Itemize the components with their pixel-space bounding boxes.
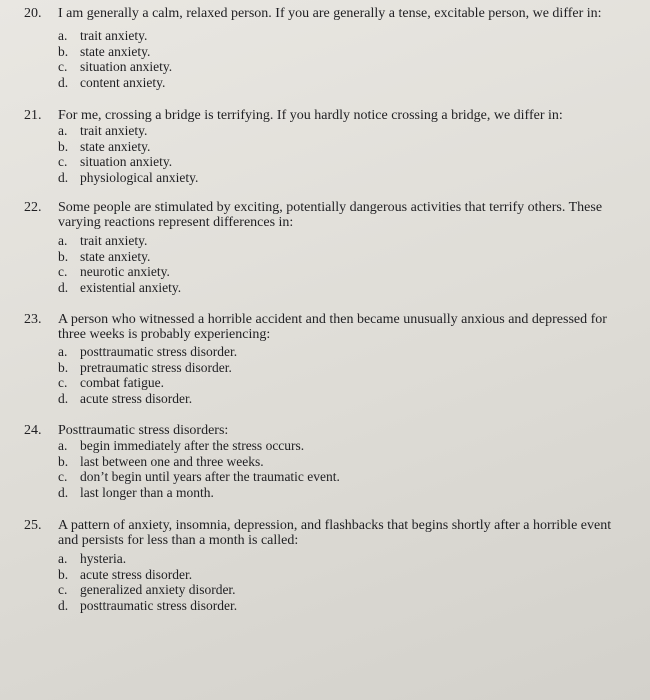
option-letter: b. [58, 359, 69, 375]
option-letter: d. [58, 74, 69, 90]
option-letter: d. [58, 390, 69, 406]
option-letter: c. [58, 154, 68, 169]
option-letter: c. [58, 59, 68, 74]
option-list [58, 551, 237, 613]
option-b [58, 360, 237, 376]
option-text: situation anxiety. [80, 59, 173, 74]
option-a [58, 438, 340, 454]
option-c [58, 264, 181, 280]
option-text: don’t begin until years after the traumatic event. [80, 469, 340, 484]
question-number: 20. [24, 6, 42, 21]
option-text: content anxiety. [80, 74, 166, 90]
option-text: existential anxiety. [80, 279, 182, 295]
option-b [58, 454, 340, 470]
option-c [58, 59, 172, 75]
option-text: begin immediately after the stress occurs. [80, 438, 305, 453]
option-letter: d. [58, 597, 69, 613]
option-letter: c. [58, 469, 68, 484]
option-d [58, 280, 181, 296]
option-a [58, 28, 172, 44]
option-text: physiological anxiety. [80, 169, 199, 185]
option-d [58, 391, 237, 407]
option-text: last between one and three weeks. [80, 453, 264, 469]
option-text: combat fatigue. [80, 375, 164, 390]
option-letter: c. [58, 375, 68, 390]
option-text: situation anxiety. [80, 154, 173, 169]
question-stem: I am generally a calm, relaxed person. If you are generally a tense, excitable person, we differ in: [58, 6, 602, 21]
option-c [58, 375, 237, 391]
question-number: 24. [24, 423, 42, 438]
question-stem: A pattern of anxiety, insomnia, depression, and flashbacks that begins shortly after a horrible event and persists for less than a month is called: [58, 518, 612, 548]
option-b [58, 139, 198, 155]
option-letter: b. [58, 566, 69, 582]
option-a [58, 551, 237, 567]
option-letter: b. [58, 138, 69, 154]
option-list [58, 123, 198, 185]
option-text: state anxiety. [80, 43, 151, 59]
option-text: neurotic anxiety. [80, 264, 170, 279]
option-text: acute stress disorder. [80, 566, 193, 582]
option-b [58, 249, 181, 265]
option-letter: a. [58, 123, 68, 138]
option-text: acute stress disorder. [80, 390, 193, 406]
option-text: last longer than a month. [80, 484, 214, 500]
option-text: hysteria. [80, 551, 127, 566]
option-text: posttraumatic stress disorder. [80, 344, 238, 359]
option-list [58, 28, 172, 90]
option-c [58, 154, 198, 170]
question-stem: A person who witnessed a horrible accident and then became unusually anxious and depressed for three weeks is probably experiencing: [58, 312, 607, 342]
option-text: state anxiety. [80, 248, 151, 264]
option-letter: c. [58, 264, 68, 279]
option-text: pretraumatic stress disorder. [80, 359, 232, 375]
option-a [58, 123, 198, 139]
option-d [58, 75, 172, 91]
option-a [58, 344, 237, 360]
option-letter: a. [58, 344, 68, 359]
question-number: 25. [24, 518, 42, 533]
option-text: trait anxiety. [80, 233, 148, 248]
option-b [58, 44, 172, 60]
option-text: trait anxiety. [80, 28, 148, 43]
option-letter: a. [58, 438, 68, 453]
option-letter: d. [58, 279, 69, 295]
option-text: posttraumatic stress disorder. [80, 597, 238, 613]
option-list [58, 233, 181, 295]
question-number: 21. [24, 108, 42, 123]
option-letter: b. [58, 43, 69, 59]
question-stem: Some people are stimulated by exciting, potentially dangerous activities that terrify others. These varying reactions represent differences in: [58, 200, 603, 230]
option-letter: a. [58, 551, 68, 566]
option-letter: d. [58, 484, 69, 500]
option-d [58, 598, 237, 614]
question-number: 23. [24, 312, 42, 327]
option-d [58, 170, 198, 186]
option-list [58, 344, 237, 406]
option-a [58, 233, 181, 249]
option-text: trait anxiety. [80, 123, 148, 138]
option-c [58, 582, 237, 598]
option-letter: a. [58, 233, 68, 248]
question-stem: For me, crossing a bridge is terrifying. If you hardly notice crossing a bridge, we differ in: [58, 108, 563, 123]
option-letter: c. [58, 582, 68, 597]
option-text: state anxiety. [80, 138, 151, 154]
question-stem: Posttraumatic stress disorders: [58, 423, 229, 438]
option-b [58, 567, 237, 583]
option-c [58, 469, 340, 485]
option-letter: d. [58, 169, 69, 185]
option-letter: a. [58, 28, 68, 43]
option-d [58, 485, 340, 501]
option-text: generalized anxiety disorder. [80, 582, 236, 597]
question-number: 22. [24, 200, 42, 215]
option-letter: b. [58, 248, 69, 264]
option-letter: b. [58, 453, 69, 469]
option-list [58, 438, 340, 500]
